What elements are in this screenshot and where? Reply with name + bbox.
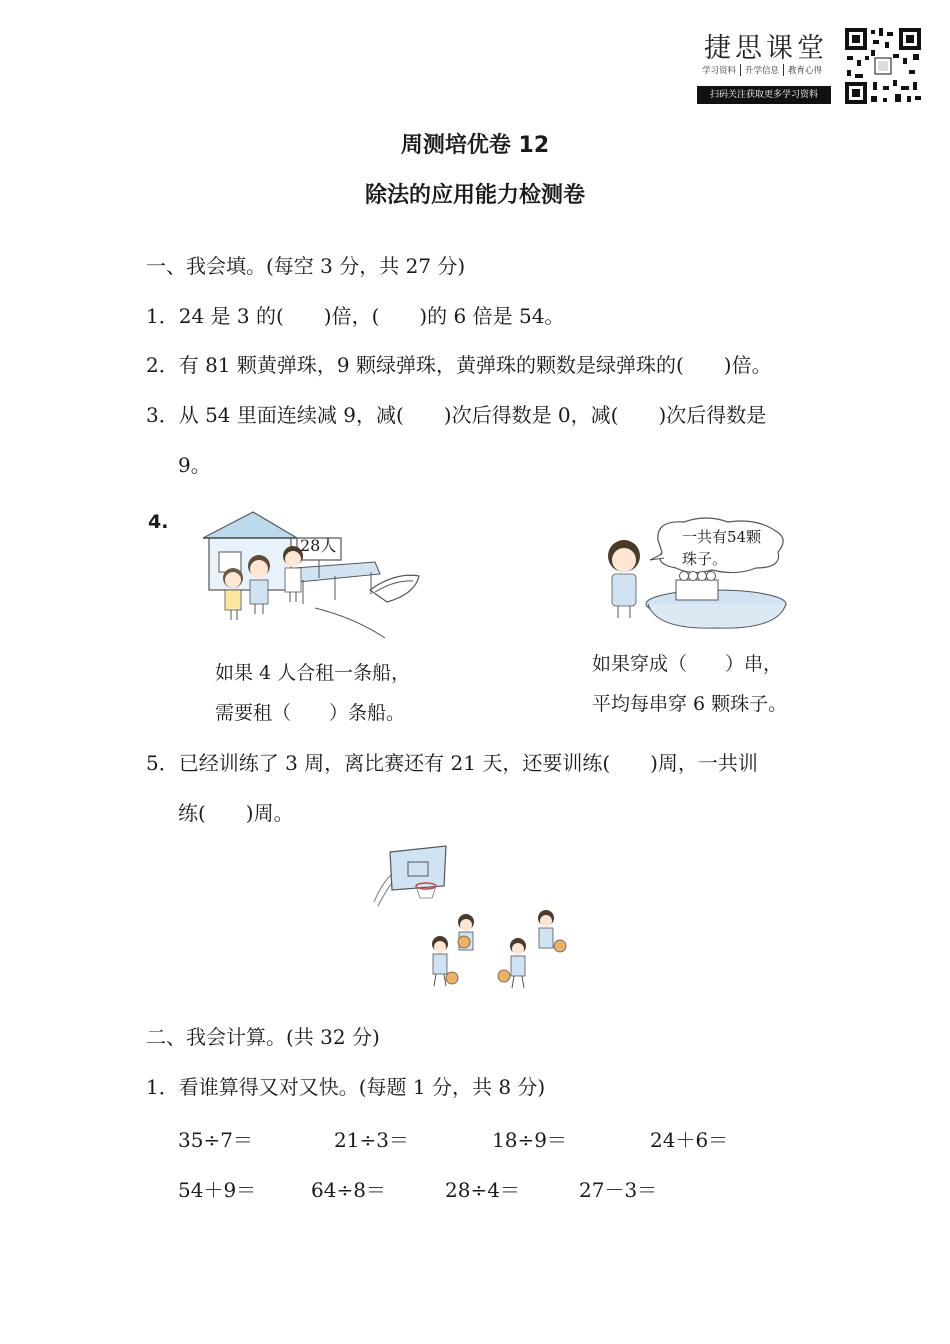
brand-tags bbox=[698, 64, 826, 76]
boat-rental-illustration bbox=[195, 508, 430, 648]
brand-logo-text: 捷思课堂 bbox=[704, 33, 828, 64]
question-4-left-text: 需要租（ ）条船。 bbox=[215, 702, 406, 724]
question-5-cont: 练( )周。 bbox=[178, 801, 294, 825]
question-4-number: 4. bbox=[148, 511, 169, 533]
speech-bubble bbox=[682, 526, 761, 570]
calc-item: 21÷3＝ bbox=[334, 1128, 409, 1152]
people-count-sign: 28人 bbox=[300, 536, 337, 555]
calc-item: 35÷7＝ bbox=[178, 1128, 253, 1152]
question-3-cont: 9。 bbox=[178, 453, 211, 477]
page-subtitle: 除法的应用能力检测卷 bbox=[364, 183, 585, 208]
calc-item: 54＋9＝ bbox=[178, 1178, 257, 1202]
brand-tag: 升学信息 bbox=[741, 64, 784, 76]
calc-item: 24＋6＝ bbox=[650, 1128, 729, 1152]
qr-code-icon bbox=[843, 26, 923, 106]
question-4-right-text: 平均每串穿 6 颗珠子。 bbox=[592, 693, 788, 715]
calc-item: 27－3＝ bbox=[579, 1178, 658, 1202]
page-title: 周测培优卷 12 bbox=[400, 133, 550, 158]
sub-question-1: 1．看谁算得又对又快。(每题 1 分，共 8 分) bbox=[146, 1075, 546, 1099]
question-5: 5．已经训练了 3 周，离比赛还有 21 天，还要训练( )周，一共训 bbox=[146, 751, 758, 775]
calc-item: 18÷9＝ bbox=[492, 1128, 567, 1152]
bubble-line: 一共有54颗 bbox=[682, 528, 762, 546]
section-heading: 二、我会计算。(共 32 分) bbox=[146, 1025, 380, 1049]
question-4-left-text: 如果 4 人合租一条船， bbox=[215, 662, 411, 684]
question-4-right-text: 如果穿成（ ）串， bbox=[592, 653, 783, 675]
brand-tag: 学习资料 bbox=[698, 64, 741, 76]
question-1: 1．24 是 3 的( )倍，( )的 6 倍是 54。 bbox=[146, 304, 565, 328]
question-3: 3．从 54 里面连续减 9，减( )次后得数是 0，减( )次后得数是 bbox=[146, 403, 767, 427]
brand-tag: 教育心得 bbox=[788, 66, 823, 76]
calc-item: 28÷4＝ bbox=[445, 1178, 520, 1202]
bubble-line: 珠子。 bbox=[682, 550, 728, 568]
calc-item: 64÷8＝ bbox=[311, 1178, 386, 1202]
question-2: 2．有 81 颗黄弹珠，9 颗绿弹珠，黄弹珠的颗数是绿弹珠的( )倍。 bbox=[146, 353, 772, 377]
basketball-illustration bbox=[368, 842, 583, 997]
scan-banner: 扫码关注获取更多学习资料 bbox=[697, 86, 831, 104]
section-heading: 一、我会填。(每空 3 分，共 27 分) bbox=[146, 254, 466, 278]
